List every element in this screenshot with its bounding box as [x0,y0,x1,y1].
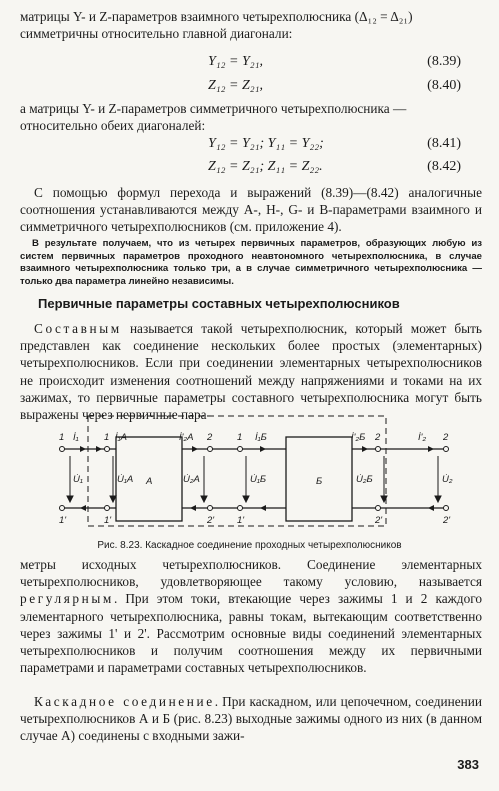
block-b-label: Б [316,476,323,487]
arrow-return-1 [80,505,86,511]
voltage-u1a-label: U̇₁A [117,474,134,485]
voltage-u2-label: U̇₂ [442,474,453,485]
equation-8-41 [0,136,499,156]
paragraph-symmetric [20,100,482,134]
intro-line-1: матрицы Y- и Z-параметров взаимного четырехполюсника (Δ₁₂ = Δ₂₁) [20,9,413,24]
voltage-u1-label: U̇₁ [73,474,83,485]
term-cascade: Каскадное соединение [34,694,215,709]
equation-8-39 [0,54,499,74]
term-composite: Составным [34,321,122,336]
arrow-voltage-u1 [67,496,73,502]
paragraph-composite [20,320,482,423]
term-regular: регулярным [20,591,114,607]
arrow-current-i1 [80,446,86,452]
symmetric-line-1: а матрицы Y- и Z-параметров симметричного четырехполюсника — [20,101,407,116]
figure-cascade-connection [0,410,499,538]
cascade-text: . При каскадном, или цепочечном, соединении четырехполюсников А и Б (рис. 8.23) выходные зажимы одного из них (в данном случае А) соединены с входными зажи- [20,694,482,744]
terminal-1ap-label: 1' [104,515,112,526]
terminal-2b-label: 2 [375,432,381,443]
page-number: 383 [457,757,479,772]
terminal-2-label: 2 [443,432,449,443]
terminal-1p-label: 1' [59,515,67,526]
arrow-current-i1a [96,446,102,452]
intro-line-2: симметричны относительно главной диагонали: [20,26,293,42]
arrow-voltage-u2 [435,496,441,502]
arrow-current-i2 [428,446,434,452]
terminal-2a-label: 2 [207,432,213,443]
terminal-2bp-label: 2' [375,515,383,526]
terminal-2ap-label: 2' [207,515,215,526]
equation-number: (8.41) [427,136,461,151]
terminal-2p-label: 2' [443,515,451,526]
block-a-label: А [146,476,153,487]
current-i2-label: İ'₂ [418,432,427,443]
current-i2a-label: İ'₂A [179,432,194,443]
note-text: В результате получаем, что из четырех первичных параметров, образующих любую из систем первичных параметров проходного неавтономного четырехполюсника, в случае взаимного четырехполюсника только три, а в случае симметричного четырехполюсника — только два параметра линейно независимы. [20,238,482,287]
equation-number: (8.40) [427,78,461,93]
arrow-voltage-u1a [110,496,116,502]
arrow-return-2 [190,505,196,511]
equation-formula: Z₁₂ = Z₂₁, [208,78,263,93]
regular-text-post: . При этом токи, втекающие через зажимы 1 и 2 каждого элементарного четырехполюсника, равны токам, вытекающим соответственно через зажимы 1' и 2'. Рассмотрим основные виды соединений элементарных четырехполюсников и получим соотношения между их первичными параметрами и параметрами составных четырехполюсников. [20,591,482,676]
voltage-u1b-label: U̇₁Б [250,474,267,485]
terminal-1-label: 1 [59,432,65,443]
figure-caption: Рис. 8.23. Каскадное соединение проходных четырехполюсников [97,540,402,551]
arrow-voltage-u1b [243,496,249,502]
regular-text-pre: метры исходных четырехполюсников. Соединение элементарных четырехполюсников, удовлетворяющее такому условию, называется [20,557,482,590]
arrow-current-i2a [192,446,198,452]
composite-text: называется такой четырехполюсник, который может быть представлен как соединение нескольких более простых (элементарных) четырехполюсников. Если при соединении элементарных четырехполюсников не происходит изменения соотношений между напряжениями и токами на их зажимах, то первичные параметры составного четырехполюсника могут быть выражены через первичные пара- [20,321,482,423]
paragraph-cascade [20,693,482,745]
equation-8-42 [0,159,499,179]
arrow-return-4 [428,505,434,511]
note-block [20,238,482,288]
equation-number: (8.39) [427,54,461,69]
equation-formula: Z₁₂ = Z₂₁; Z₁₁ = Z₂₂. [208,159,323,174]
paragraph-regular [20,556,482,676]
paragraph-transition-formulas [20,184,482,236]
equation-formula: Y₁₂ = Y₂₁, [208,54,263,69]
arrow-return-3 [260,505,266,511]
arrow-current-i2b [362,446,368,452]
current-i1b-label: İ₁Б [255,432,267,443]
current-i1a-label: İ₁A [115,432,127,443]
equation-8-40 [0,78,499,98]
current-i1-label: İ₁ [73,432,79,443]
arrow-current-i1b [260,446,266,452]
current-i2b-label: İ'₂Б [351,432,366,443]
symmetric-line-2: относительно обеих диагоналей: [20,118,206,134]
equation-formula: Y₁₂ = Y₂₁; Y₁₁ = Y₂₂; [208,136,324,151]
equation-number: (8.42) [427,159,461,174]
voltage-u2a-label: U̇₂A [183,474,200,485]
arrow-voltage-u2a [201,496,207,502]
terminal-1a-label: 1 [104,432,110,443]
terminal-1b-label: 1 [237,432,243,443]
section-heading: Первичные параметры составных четырехполюсников [38,296,400,311]
terminal-1bp-label: 1' [237,515,245,526]
transition-text: С помощью формул перехода и выражений (8.39)—(8.42) аналогичные соотношения устанавливаются между A-, H-, G- и B-параметрами взаимного и симметричного четырехполюсников (см. приложение 4). [20,185,482,235]
voltage-u2b-label: U̇₂Б [356,474,373,485]
paragraph-intro [20,8,482,42]
